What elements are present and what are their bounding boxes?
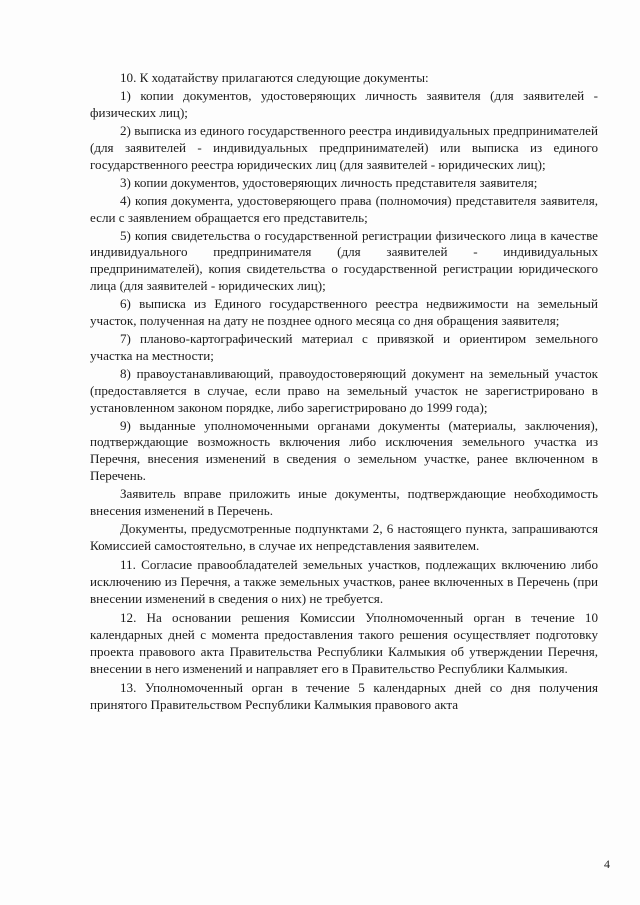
list-item-1: 1) копии документов, удостоверяющих личность заявителя (для заявителей - физических лиц); — [90, 88, 598, 120]
list-item-5: 5) копия свидетельства о государственной регистрации физического лица в качестве индивидуального предпринимателя (для заявителей - индивидуальных предпринимателей), копия свидетельства о государственной регистрации юридического лица (для заявителей - юридических лиц); — [90, 227, 598, 294]
paragraph-11: 11. Согласие правообладателей земельных участков, подлежащих включению либо исключению из Перечня, а также земельных участков, ранее включенных в Перечень (при внесении изменений в сведения о них) не требуется. — [90, 557, 598, 606]
list-item-2: 2) выписка из единого государственного реестра индивидуальных предпринимателей (для заявителей - индивидуальных предпринимателей) или выписка из единого государственного реестра юридических лиц (для заявителей - юридических лиц); — [90, 122, 598, 172]
list-item-9: 9) выданные уполномоченными органами документы (материалы, заключения), подтверждающие возможность включения либо исключения земельного участка из Перечня, внесения изменений в сведения о земельном участке, ранее включенном в Перечень. — [90, 417, 598, 484]
paragraph-optional-documents: Заявитель вправе приложить иные документы, подтверждающие необходимость внесения изменений в Перечень. — [90, 486, 598, 518]
page-number: 4 — [604, 857, 610, 871]
list-item-6: 6) выписка из Единого государственного реестра недвижимости на земельный участок, полученная на дату не позднее одного месяца со дня обращения заявителя; — [90, 296, 598, 328]
list-item-3: 3) копии документов, удостоверяющих личность представителя заявителя; — [120, 174, 538, 190]
paragraph-requested-documents: Документы, предусмотренные подпунктами 2, 6 настоящего пункта, запрашиваются Комиссией самостоятельно, в случае их непредставления заявителем. — [90, 521, 598, 553]
list-item-7: 7) планово-картографический материал с привязкой и ориентиром земельного участка на местности; — [90, 330, 598, 363]
paragraph-12: 12. На основании решения Комиссии Уполномоченный орган в течение 10 календарных дней с момента предоставления такого решения осуществляет подготовку проекта правового акта Правительства Республики Калмыкия об утверждении Перечня, внесении в него изменений и направляет его в Правительство Республики Калмыкия. — [90, 610, 598, 676]
paragraph-10-intro: 10. К ходатайству прилагаются следующие документы: — [120, 70, 429, 85]
document-body — [90, 70, 598, 715]
list-item-4: 4) копия документа, удостоверяющего права (полномочия) представителя заявителя, если с заявлением обращается его представитель; — [90, 192, 598, 225]
list-item-8: 8) правоустанавливающий, правоудостоверяющий документ на земельный участок (предоставляется в случае, если право на земельный участок не зарегистрировано в установленном законом порядке, либо зарегистрировано до 1999 года); — [90, 365, 598, 415]
paragraph-13: 13. Уполномоченный орган в течение 5 календарных дней со дня получения принятого Правительством Республики Калмыкия правового акта — [90, 680, 598, 712]
